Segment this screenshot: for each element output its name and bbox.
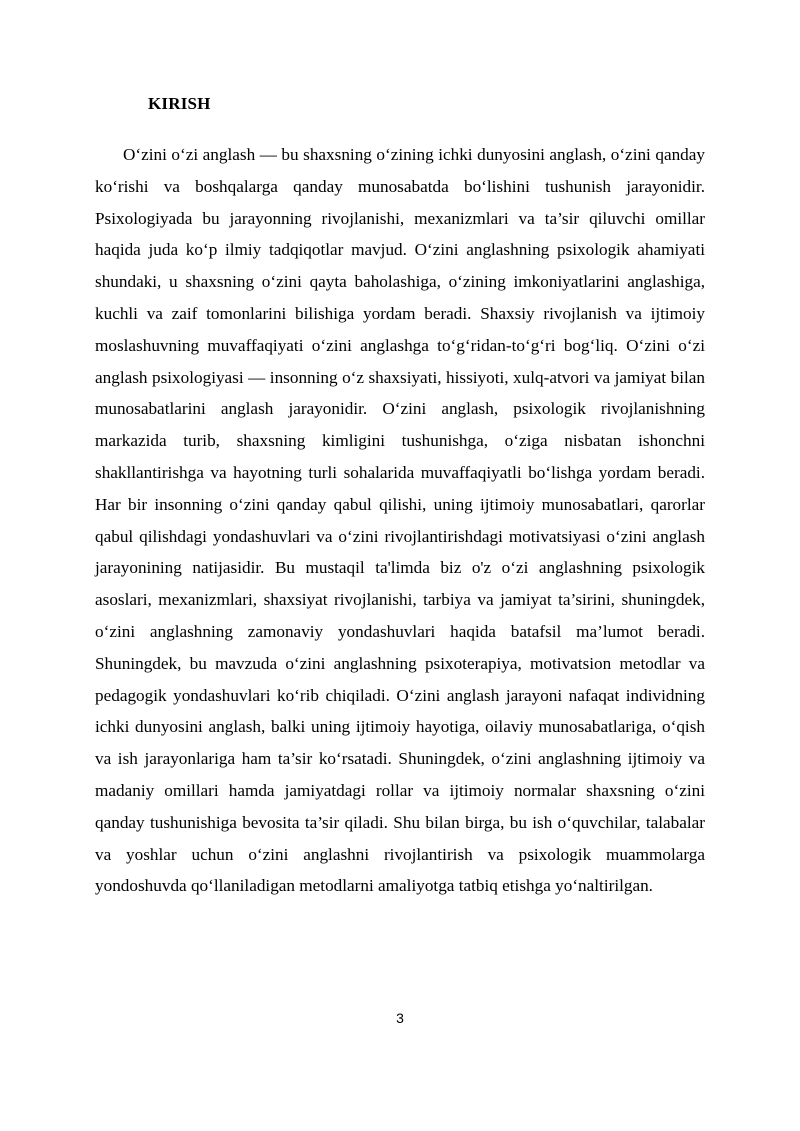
- body-paragraph: O‘zini o‘zi anglash — bu shaxsning o‘zining ichki dunyosini anglash, o‘zini qanday ko‘rishi va boshqalarga qanday munosabatda bo‘lishini tushunish jarayonidir. Psixologiyada bu jarayonning rivojlanishi, mexanizmlari va ta’sir qiluvchi omillar haqida juda ko‘p ilmiy tadqiqotlar mavjud. O‘zini anglashning psixologik ahamiyati shundaki, u shaxsning o‘zini qayta baholashiga, o‘zining imkoniyatlarini anglashiga, kuchli va zaif tomonlarini bilishiga yordam beradi. Shaxsiy rivojlanish va ijtimoiy moslashuvning muvaffaqiyati o‘zini anglashga to‘g‘ridan-to‘g‘ri bog‘liq. O‘zini o‘zi anglash psixologiyasi — insonning o‘z shaxsiyati, hissiyoti, xulq-atvori va jamiyat bilan munosabatlarini anglash jarayonidir. O‘zini anglash, psixologik rivojlanishning markazida turib, shaxsning kimligini tushunishga, o‘ziga nisbatan ishonchni shakllantirishga va hayotning turli sohalarida muvaffaqiyatli bo‘lishga yordam beradi. Har bir insonning o‘zini qanday qabul qilishi, uning ijtimoiy munosabatlari, qarorlar qabul qilishdagi yondashuvlari va o‘zini rivojlantirishdagi motivatsiyasi o‘zini anglash jarayonining natijasidir. Bu mustaqil ta'limda biz o'z o‘zi anglashning psixologik asoslari, mexanizmlari, shaxsiyat rivojlanishi, tarbiya va jamiyat ta’sirini, shuningdek, o‘zini anglashning zamonaviy yondashuvlari haqida batafsil ma’lumot beradi. Shuningdek, bu mavzuda o‘zini anglashning psixoterapiya, motivatsion metodlar va pedagogik yondashuvlari ko‘rib chiqiladi. O‘zini anglash jarayoni nafaqat individning ichki dunyosini anglash, balki uning ijtimoiy hayotiga, oilaviy munosabatlariga, o‘qish va ish jarayonlariga ham ta’sir ko‘rsatadi. Shuningdek, o‘zini anglashning ijtimoiy va madaniy omillari hamda jamiyatdagi rollar va ijtimoiy normalar shaxsning o‘zini qanday tushunishiga bevosita ta’sir qiladi. Shu bilan birga, bu ish o‘quvchilar, talabalar va yoshlar uchun o‘zini anglashni rivojlantirish va psixologik muammolarga yondoshuvda qo‘llaniladigan metodlarni amaliyotga tatbiq etishga yo‘naltirilgan.: [95, 145, 705, 896]
- section-heading: KIRISH: [148, 94, 211, 113]
- page-number: 3: [396, 1010, 404, 1026]
